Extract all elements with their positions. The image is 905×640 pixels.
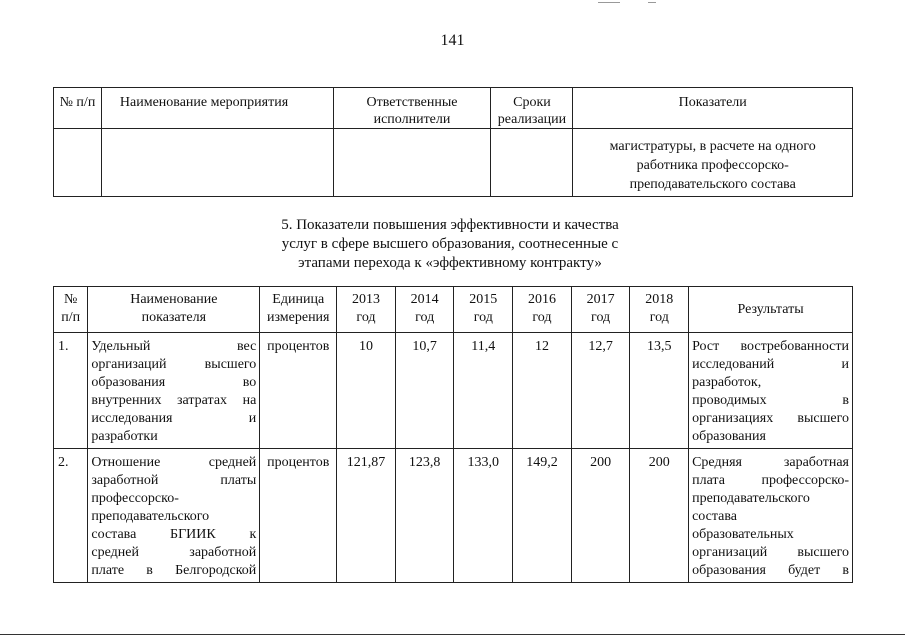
cell-empty — [54, 129, 102, 197]
value-2014: 10,7 — [395, 333, 454, 449]
value-2016: 12 — [513, 333, 572, 449]
cell-empty — [101, 129, 333, 197]
value-2017: 12,7 — [571, 333, 630, 449]
page-bottom-rule — [0, 634, 905, 635]
indicator-line: работника профессорско- — [636, 158, 789, 173]
continuation-table-row — [54, 129, 853, 197]
section-title — [250, 216, 650, 273]
row-number: 1. — [54, 333, 88, 449]
value-2013: 121,87 — [337, 449, 396, 583]
header-unit: Единица измерения — [260, 287, 337, 333]
section-title-line: услуг в сфере высшего образования, соотнесенные с — [281, 236, 619, 252]
header-indicators: Показатели — [573, 88, 853, 129]
section-title-line: этапами перехода к «эффективному контракту» — [298, 255, 602, 271]
header-responsible: Ответственные исполнители — [333, 88, 491, 129]
table-row — [54, 333, 853, 449]
scan-mark — [648, 2, 656, 3]
header-year-2015: 2015 год — [454, 287, 513, 333]
header-year-2016: 2016 год — [513, 287, 572, 333]
row-number: 2. — [54, 449, 88, 583]
value-2016: 149,2 — [513, 449, 572, 583]
result-text: Средняя заработная плата профессорско- преподавательского состава образовательных организаций высшего образования будет в — [689, 449, 853, 583]
header-year-2013: 2013 год — [337, 287, 396, 333]
value-2015: 133,0 — [454, 449, 513, 583]
indicator-line: преподавательского состава — [629, 177, 796, 192]
indicator-line: магистратуры, в расчете на одного — [609, 139, 816, 154]
table-row — [54, 449, 853, 583]
indicator-name: Отношение средней заработной платы профессорско- преподавательского состава БГИИК к средней заработной плате в Белгородской — [88, 449, 260, 583]
continuation-table-header — [54, 88, 853, 129]
value-2017: 200 — [571, 449, 630, 583]
header-deadlines: Сроки реализации — [491, 88, 573, 129]
indicator-name: Удельный вес организаций высшего образования во внутренних затратах на исследования и разработки — [88, 333, 260, 449]
scan-mark — [598, 2, 620, 3]
header-year-2018: 2018 год — [630, 287, 689, 333]
unit-cell: процентов — [260, 449, 337, 583]
value-2015: 11,4 — [454, 333, 513, 449]
header-year-2017: 2017 год — [571, 287, 630, 333]
cell-empty — [333, 129, 491, 197]
header-num: № п/п — [54, 287, 88, 333]
value-2018: 13,5 — [630, 333, 689, 449]
value-2014: 123,8 — [395, 449, 454, 583]
header-num: № п/п — [54, 88, 102, 129]
cell-indicator-text — [573, 129, 853, 197]
value-2013: 10 — [337, 333, 396, 449]
result-text: Рост востребованности исследований и разработок, проводимых в организациях высшего образования — [689, 333, 853, 449]
cell-empty — [491, 129, 573, 197]
section-title-line: 5. Показатели повышения эффективности и качества — [281, 217, 619, 233]
indicators-table-header — [54, 287, 853, 333]
unit-cell: процентов — [260, 333, 337, 449]
value-2018: 200 — [630, 449, 689, 583]
indicators-table — [53, 286, 853, 583]
header-year-2014: 2014 год — [395, 287, 454, 333]
page-number: 141 — [440, 32, 465, 49]
header-event-name: Наименование мероприятия — [101, 88, 333, 129]
header-indicator-name: Наименование показателя — [88, 287, 260, 333]
header-results: Результаты — [689, 287, 853, 333]
continuation-table — [53, 87, 853, 197]
